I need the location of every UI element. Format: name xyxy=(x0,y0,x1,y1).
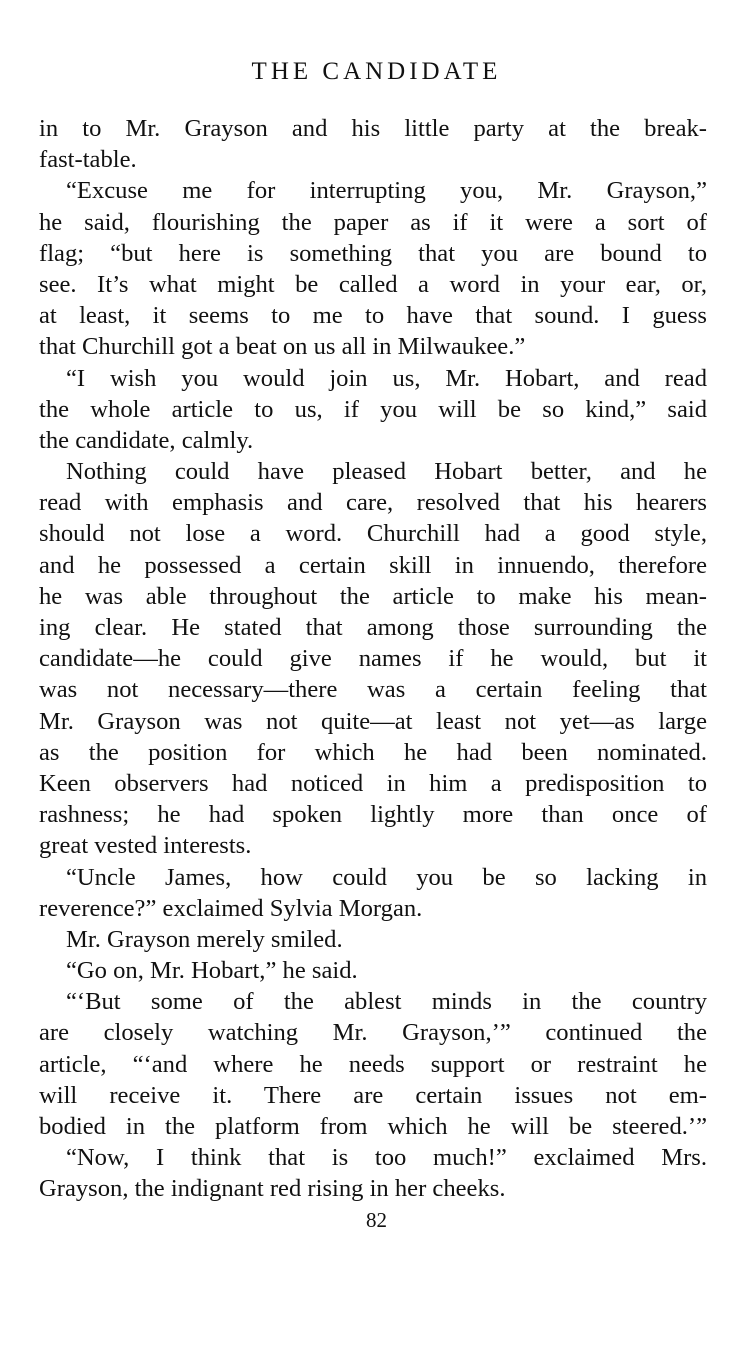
text-line: “Now, I think that is too much!” exclaimed Mrs. xyxy=(66,1144,707,1172)
text-line: are closely watching Mr. Grayson,’” continued the xyxy=(39,1019,707,1047)
text-line: candidate—he could give names if he would, but it xyxy=(39,645,707,673)
text-line: read with emphasis and care, resolved that his hearers xyxy=(39,489,707,517)
text-line: rashness; he had spoken lightly more than once of xyxy=(39,801,707,829)
text-line: the candidate, calmly. xyxy=(39,426,254,454)
text-line: the whole article to us, if you will be so kind,” said xyxy=(39,395,707,423)
text-line: that Churchill got a beat on us all in Milwaukee.” xyxy=(39,333,526,361)
running-title: THE CANDIDATE xyxy=(251,58,502,85)
text-line: Mr. Grayson merely smiled. xyxy=(66,925,343,953)
text-line: ing clear. He stated that among those surrounding the xyxy=(39,614,707,641)
text-line: as the position for which he had been nominated. xyxy=(39,738,707,766)
page-number: 82 xyxy=(366,1208,387,1232)
text-line: Nothing could have pleased Hobart better, and he xyxy=(66,458,707,486)
text-line: Grayson, the indignant red rising in her cheeks. xyxy=(39,1175,506,1203)
text-line: article, “‘and where he needs support or restraint he xyxy=(39,1050,707,1078)
text-line: “Uncle James, how could you be so lacking in xyxy=(66,863,707,891)
text-line: fast-table. xyxy=(39,146,137,174)
text-line: and he possessed a certain skill in innuendo, therefore xyxy=(39,551,707,579)
body-text xyxy=(39,113,707,1205)
text-line: at least, it seems to me to have that sound. I guess xyxy=(39,302,707,330)
text-line: Keen observers had noticed in him a predisposition to xyxy=(39,769,707,797)
text-line: in to Mr. Grayson and his little party at the break- xyxy=(39,115,707,142)
text-line: he was able throughout the article to make his mean- xyxy=(39,582,707,610)
text-line: he said, flourishing the paper as if it were a sort of xyxy=(39,208,707,236)
text-line: Mr. Grayson was not quite—at least not yet—as large xyxy=(39,707,707,735)
text-line: see. It’s what might be called a word in your ear, or, xyxy=(39,270,707,298)
text-line: should not lose a word. Churchill had a good style, xyxy=(39,520,707,548)
text-line: “Go on, Mr. Hobart,” he said. xyxy=(66,957,358,985)
text-line: great vested interests. xyxy=(39,832,252,860)
text-line: flag; “but here is something that you are bound to xyxy=(39,239,707,267)
text-line: “Excuse me for interrupting you, Mr. Grayson,” xyxy=(66,177,707,205)
text-line: “‘But some of the ablest minds in the country xyxy=(66,988,707,1016)
text-line: reverence?” exclaimed Sylvia Morgan. xyxy=(39,894,423,922)
text-line: “I wish you would join us, Mr. Hobart, and read xyxy=(66,364,707,392)
text-line: was not necessary—there was a certain feeling that xyxy=(39,676,707,704)
text-line: will receive it. There are certain issues not em- xyxy=(39,1081,707,1109)
text-line: bodied in the platform from which he will be steered.’” xyxy=(39,1113,707,1140)
